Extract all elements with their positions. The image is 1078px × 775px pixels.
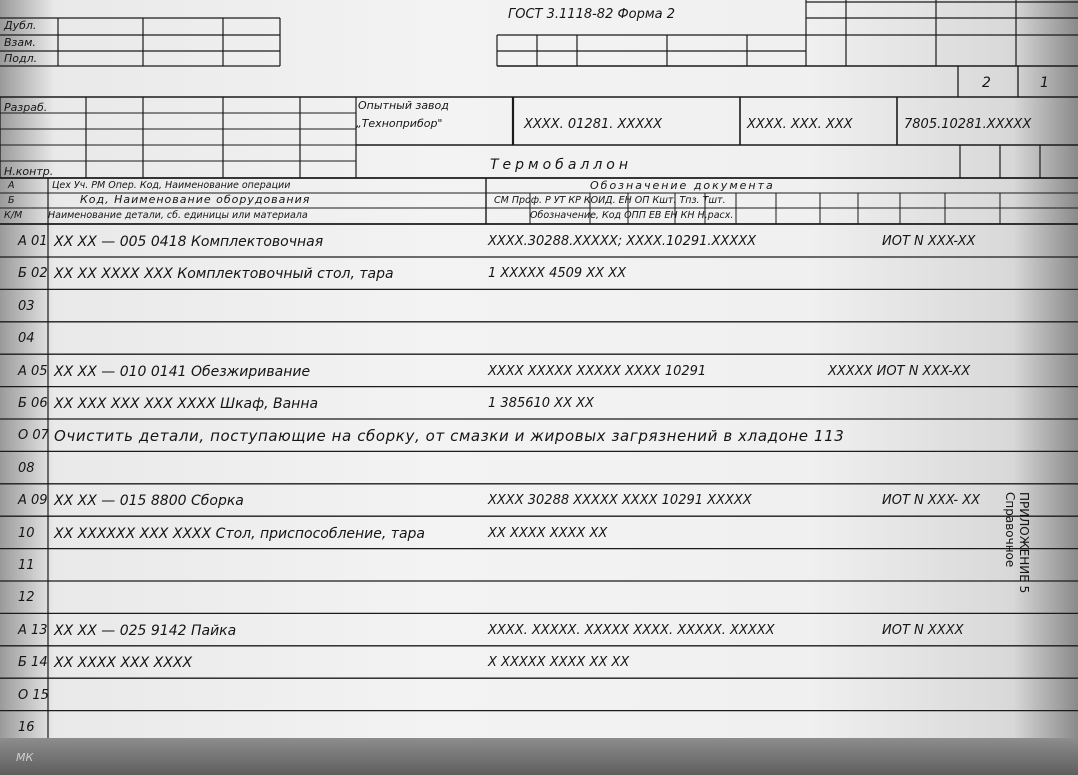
row-label: 08	[18, 460, 35, 476]
row-text: XX XXX XXX XXX XXXX Шкаф, Ванна	[54, 396, 319, 412]
doc-code: XXXX. 01281. XXXXX	[524, 117, 663, 132]
appendix-note-title: ПРИЛОЖЕНИЕ 5	[1017, 492, 1031, 594]
doc-code-2: XXXX. XXX. XXX	[747, 117, 853, 132]
row-instruction-ref: ИОТ N XXX- XX	[882, 493, 981, 509]
org-name-line1: Опытный завод	[358, 99, 449, 112]
row-label: А 01	[18, 234, 48, 249]
header-b-prefix: Б	[8, 195, 15, 206]
row-label: 03	[18, 298, 35, 314]
header-a-prefix: А	[8, 180, 15, 191]
podl-label: Подл.	[4, 52, 38, 65]
header-a-right: Обозначение документа	[590, 179, 775, 192]
row-document-codes: XXXX. XXXXX. XXXXX XXXX. XXXXX. XXXXX	[488, 622, 775, 638]
row-text: XX XXXX XXX XXXX	[54, 655, 193, 672]
row-document-codes: XXXX 30288 XXXXX XXXX 10291 XXXXX	[488, 493, 752, 509]
row-label: Б 14	[18, 655, 48, 671]
dubl-label: Дубл.	[4, 19, 37, 32]
form-title: ГОСТ 3.1118-82 Форма 2	[508, 7, 676, 22]
row-text: XX XX — 005 0418 Комплектовочная	[54, 234, 324, 250]
row-label: 12	[18, 590, 35, 606]
appendix-note	[1002, 492, 1030, 593]
row-label: А 13	[18, 622, 48, 638]
product-name: Термобаллон	[490, 157, 633, 173]
row-document-codes: X XXXXX XXXX XX XX	[488, 655, 630, 671]
razrab-label: Разраб.	[4, 101, 48, 114]
row-document-codes: 1 XXXXX 4509 XX XX	[488, 266, 627, 282]
row-label: 16	[18, 720, 35, 735]
mk-footer-strip	[0, 738, 1078, 775]
vzam-label: Взам.	[4, 36, 36, 49]
row-document-codes: XXXX XXXXX XXXXX XXXX 10291	[488, 363, 707, 379]
row-instruction-ref: XXXXX ИОТ N XXX-XX	[828, 363, 971, 379]
row-label: 11	[18, 558, 35, 573]
header-km-right: Обозначение, Код ОПП ЕВ ЕН КН Н.расх.	[530, 210, 734, 221]
row-instruction-ref: ИОТ N XXX-XX	[882, 234, 976, 249]
row-label: А 05	[18, 363, 48, 379]
row-text: XX XX — 010 0141 Обезжиривание	[54, 363, 311, 380]
row-label: О 15	[18, 687, 49, 703]
row-label: А 09	[18, 493, 48, 509]
header-km-prefix: К/М	[4, 210, 23, 221]
row-text: XX XX XXXX XXX Комплектовочный стол, тара	[54, 266, 394, 283]
doc-code-3: 7805.10281.XXXXX	[904, 117, 1032, 132]
mk-label: МК	[16, 751, 34, 764]
org-name-line2: „Технoприбор"	[356, 117, 443, 130]
row-text: Очистить детали, поступающие на сборку, от смазки и жировых загрязнений в хладоне 113	[54, 427, 845, 446]
row-label: 04	[18, 331, 35, 347]
appendix-note-subtitle: Справочное	[1003, 492, 1018, 568]
header-a-text: Цех Уч. РМ Опер. Код, Наименование операции	[52, 180, 291, 191]
row-document-codes: XXXX.30288.XXXXX; XXXX.10291.XXXXX	[488, 234, 757, 249]
sheet-number: 1	[1040, 75, 1049, 91]
row-document-codes: 1 385610 XX XX	[488, 396, 594, 411]
row-label: 10	[18, 525, 35, 541]
row-document-codes: XX XXXX XXXX XX	[488, 525, 608, 541]
row-text: XX XX — 015 8800 Сборка	[54, 493, 244, 510]
row-label: О 07	[18, 428, 49, 444]
row-label: Б 06	[18, 396, 48, 411]
header-b-right: СМ Проф. Р УТ КР КОИД. ЕН ОП Кшт. Тпз. Тшт.	[494, 195, 726, 206]
header-b-text: Код, Наименование оборудования	[80, 193, 311, 206]
row-label: Б 02	[18, 266, 48, 282]
n-kontr-label: Н.контр.	[4, 165, 54, 178]
sheet-count: 2	[982, 75, 991, 91]
row-text: XX XX — 025 9142 Пайка	[54, 622, 237, 639]
row-instruction-ref: ИОТ N XXXX	[882, 622, 964, 638]
header-km-text: Наименование детали, сб. единицы или материала	[48, 210, 308, 221]
row-text: XX XXXXXX XXX XXXX Стол, приспособление, тара	[54, 525, 425, 542]
